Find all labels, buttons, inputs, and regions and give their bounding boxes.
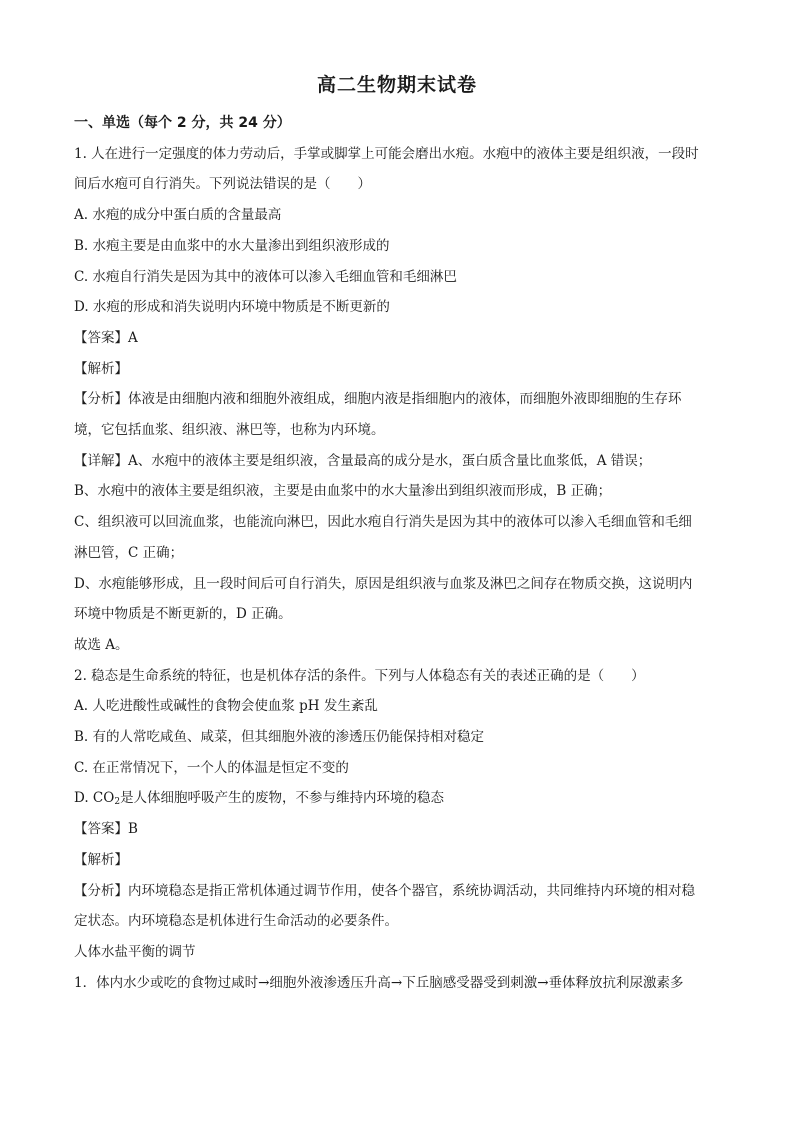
- option-d-text: 是人体细胞呼吸产生的废物，不参与维持内环境的稳态: [120, 790, 445, 807]
- question-1-option-b: B. 水疱主要是由血浆中的水大量渗出到组织液形成的: [74, 237, 390, 254]
- question-1-detail-b: B、水疱中的液体主要是组织液，主要是由血浆中的水大量渗出到组织液而形成，B 正确；: [74, 483, 612, 500]
- option-d-prefix: D. CO: [74, 790, 115, 807]
- question-2-option-c: C. 在正常情况下，一个人的体温是恒定不变的: [74, 759, 349, 776]
- question-1-detail-c-line-1: C、组织液可以回流血浆，也能流向淋巴，因此水疱自行消失是因为其中的液体可以渗入毛细血管和毛细: [74, 514, 692, 531]
- page-title: 高二生物期末试卷: [316, 74, 477, 96]
- question-2-option-a: A. 人吃进酸性或碱性的食物会使血浆 pH 发生紊乱: [74, 698, 378, 715]
- section-heading: 一、单选（每个 2 分，共 24 分）: [74, 115, 291, 131]
- question-1-detail-d-line-1: D、水疱能够形成，且一段时间后可自行消失，原因是组织液与血浆及淋巴之间存在物质交换，这说明内: [74, 575, 693, 592]
- question-1-fenxi-line-1: 【分析】体液是由细胞内液和细胞外液组成，细胞内液是指细胞内的液体，而细胞外液即细胞的生存环: [74, 391, 682, 408]
- question-2-option-b: B. 有的人常吃咸鱼、咸菜，但其细胞外液的渗透压仍能保持相对稳定: [74, 729, 485, 746]
- question-1-option-c: C. 水疱自行消失是因为其中的液体可以渗入毛细血管和毛细淋巴: [74, 268, 457, 285]
- question-1-option-a: A. 水疱的成分中蛋白质的含量最高: [74, 207, 282, 224]
- question-2-answer: 【答案】B: [74, 821, 138, 838]
- question-1-fenxi-line-2: 境，它包括血浆、组织液、淋巴等，也称为内环境。: [74, 422, 385, 439]
- question-1-stem-line-1: 1. 人在进行一定强度的体力劳动后，手掌或脚掌上可能会磨出水疱。水疱中的液体主要是组织液，一段时: [74, 145, 699, 162]
- option-d-subscript: 2: [114, 797, 121, 808]
- question-1-detail-c-line-2: 淋巴管，C 正确；: [74, 544, 184, 561]
- question-2-fenxi-line-1: 【分析】内环境稳态是指正常机体通过调节作用，使各个器官，系统协调活动，共同维持内环境的相对稳: [74, 882, 695, 899]
- question-2-analysis-label: 【解析】: [74, 851, 128, 868]
- question-1-conclusion: 故选 A。: [74, 636, 129, 653]
- question-1-stem-line-2: 间后水疱可自行消失。下列说法错误的是（ ）: [74, 176, 371, 193]
- question-2-option-d: [74, 783, 724, 814]
- question-1-detail-a: 【详解】A、水疱中的液体主要是组织液，含量最高的成分是水，蛋白质含量比血浆低，A 错误；: [74, 452, 652, 469]
- document-body: [74, 108, 724, 998]
- question-1-analysis-label: 【解析】: [74, 360, 128, 377]
- question-2-fenxi-line-2: 定状态。内环境稳态是机体进行生命活动的必要条件。: [74, 913, 398, 930]
- question-1-option-d: D. 水疱的形成和消失说明内环境中物质是不断更新的: [74, 299, 390, 316]
- water-salt-line-1: 1．体内水少或吃的食物过咸时→细胞外液渗透压升高→下丘脑感受器受到刺激→垂体释放抗利尿激素多: [74, 974, 684, 991]
- question-1-detail-d-line-2: 环境中物质是不断更新的，D 正确。: [74, 606, 292, 623]
- water-salt-heading: 人体水盐平衡的调节: [74, 943, 196, 960]
- question-2-stem: 2. 稳态是生命系统的特征，也是机体存活的条件。下列与人体稳态有关的表述正确的是（ ）: [74, 667, 645, 684]
- question-1-answer: 【答案】A: [74, 329, 138, 346]
